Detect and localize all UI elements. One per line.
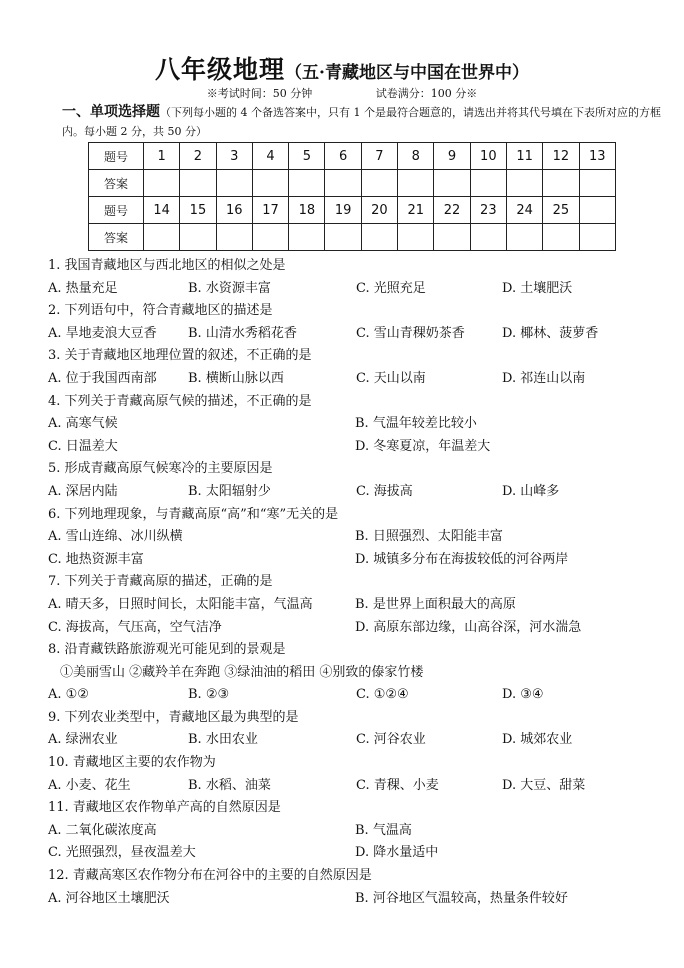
- answer-cell[interactable]: [470, 224, 506, 251]
- answer-cell[interactable]: [252, 224, 288, 251]
- question-stem: 10. 青藏地区主要的农作物为: [48, 755, 216, 771]
- option-line: [48, 888, 668, 911]
- question-number-cell: 18: [289, 197, 325, 224]
- option-line: [48, 526, 668, 549]
- question-stem: 4. 下列关于青藏高原气候的描述，不正确的是: [48, 393, 312, 409]
- answer-cell[interactable]: [325, 224, 361, 251]
- question-number-cell: 23: [470, 197, 506, 224]
- question-stem: 8. 沿青藏铁路旅游观光可能见到的景观是: [48, 642, 286, 658]
- number-row-label: 题号: [89, 143, 144, 170]
- question-statements: ①美丽雪山 ②藏羚羊在奔跑 ③绿油油的稻田 ④别致的傣家竹楼: [60, 664, 424, 680]
- answer-option[interactable]: B. 气温高: [355, 822, 412, 838]
- answer-row: [89, 224, 616, 251]
- answer-option[interactable]: B. 山清水秀稻花香: [188, 325, 297, 341]
- option-line: [48, 278, 668, 301]
- answer-cell[interactable]: [289, 170, 325, 197]
- answer-option[interactable]: C. ①②④: [356, 687, 409, 703]
- answer-cell[interactable]: [361, 224, 397, 251]
- answer-option[interactable]: C. 雪山青稞奶茶香: [356, 325, 465, 341]
- answer-table: [88, 142, 616, 251]
- answer-option[interactable]: B. 太阳辐射少: [188, 483, 271, 499]
- exam-time: ※考试时间：50 分钟: [206, 87, 313, 100]
- question-number-cell: 2: [180, 143, 216, 170]
- answer-row-label: 答案: [89, 170, 144, 197]
- question-list: [48, 255, 668, 910]
- question-number-cell: 22: [434, 197, 470, 224]
- answer-option[interactable]: C. 地热资源丰富: [48, 551, 144, 567]
- answer-option[interactable]: D. 大豆、甜菜: [502, 777, 586, 793]
- answer-cell[interactable]: [398, 170, 434, 197]
- question-number-cell: 20: [361, 197, 397, 224]
- answer-cell[interactable]: [398, 224, 434, 251]
- answer-cell[interactable]: [180, 170, 216, 197]
- answer-option[interactable]: C. 青稞、小麦: [356, 777, 439, 793]
- answer-option[interactable]: A. 小麦、花生: [48, 777, 131, 793]
- answer-row-label: 答案: [89, 224, 144, 251]
- answer-option[interactable]: A. 旱地麦浪大豆香: [48, 325, 157, 341]
- question-number-cell: 14: [144, 197, 180, 224]
- answer-option[interactable]: D. 冬寒夏凉，年温差大: [355, 438, 491, 454]
- question-number-cell: 1: [144, 143, 180, 170]
- answer-cell[interactable]: [506, 170, 542, 197]
- option-line: [48, 729, 668, 752]
- question-number-cell: 13: [579, 143, 615, 170]
- question-number-cell: 8: [398, 143, 434, 170]
- question-stem: 6. 下列地理现象，与青藏高原“高”和“寒”无关的是: [48, 506, 339, 522]
- answer-option[interactable]: B. 水稻、油菜: [188, 777, 271, 793]
- question-number-cell: 21: [398, 197, 434, 224]
- option-line: [48, 436, 668, 459]
- answer-option[interactable]: A. 河谷地区土壤肥沃: [48, 890, 170, 906]
- answer-option[interactable]: B. 河谷地区气温较高，热量条件较好: [355, 890, 568, 906]
- option-line: [48, 549, 668, 572]
- answer-option[interactable]: D. 椰林、菠萝香: [502, 325, 599, 341]
- answer-cell[interactable]: [144, 224, 180, 251]
- question-stem: 1. 我国青藏地区与西北地区的相似之处是: [48, 258, 286, 273]
- question-number-cell: 3: [216, 143, 252, 170]
- answer-cell[interactable]: [180, 224, 216, 251]
- option-line: [48, 684, 668, 707]
- option-line: [48, 594, 668, 617]
- answer-option[interactable]: A. 热量充足: [48, 280, 118, 296]
- question-number-cell: 11: [506, 143, 542, 170]
- option-line: [48, 775, 668, 798]
- answer-option[interactable]: D. 高原东部边缘，山高谷深，河水湍急: [355, 619, 582, 635]
- answer-option[interactable]: D. 城郊农业: [502, 732, 573, 748]
- answer-option[interactable]: C. 河谷农业: [356, 732, 426, 748]
- question-number-cell: 24: [506, 197, 542, 224]
- question-number-cell: 16: [216, 197, 252, 224]
- answer-option[interactable]: B. 水资源丰富: [188, 280, 271, 296]
- answer-option[interactable]: C. 光照强烈，昼夜温差大: [48, 845, 196, 861]
- exam-meta: [0, 85, 684, 101]
- section-instruction: （下列每小题的 4 个备选答案中，只有 1 个是最符合题意的，请选出并将其代号填在下表所对应的方框内。每小题 2 分，共 50 分）: [62, 106, 661, 138]
- question-number-cell: 17: [252, 197, 288, 224]
- answer-option[interactable]: C. 光照充足: [356, 280, 426, 296]
- question-stem: 2. 下列语句中，符合青藏地区的描述是: [48, 303, 273, 319]
- question-stem: 3. 关于青藏地区地理位置的叙述，不正确的是: [48, 348, 312, 364]
- answer-cell[interactable]: [216, 224, 252, 251]
- question-number-cell: 7: [361, 143, 397, 170]
- answer-option[interactable]: D. 山峰多: [502, 483, 560, 499]
- answer-option[interactable]: A. 二氧化碳浓度高: [48, 822, 157, 838]
- answer-cell[interactable]: [325, 170, 361, 197]
- answer-row: [89, 170, 616, 197]
- number-row-label: 题号: [89, 197, 144, 224]
- title-main: 八年级地理: [155, 55, 286, 84]
- question-stem: 11. 青藏地区农作物单产高的自然原因是: [48, 800, 281, 816]
- answer-option[interactable]: D. 祁连山以南: [502, 370, 586, 386]
- answer-cell[interactable]: [470, 170, 506, 197]
- question-number-cell: 4: [252, 143, 288, 170]
- answer-option[interactable]: C. 海拔高，气压高，空气洁净: [48, 619, 222, 635]
- answer-cell[interactable]: [252, 170, 288, 197]
- option-line: [48, 323, 668, 346]
- answer-cell[interactable]: [579, 224, 615, 251]
- answer-option[interactable]: D. 土壤肥沃: [502, 280, 573, 296]
- question-stem: 12. 青藏高寒区农作物分布在河谷中的主要的自然原因是: [48, 868, 372, 884]
- answer-option[interactable]: D. 降水量适中: [355, 845, 439, 861]
- answer-cell[interactable]: [434, 170, 470, 197]
- section-heading: [62, 103, 662, 141]
- option-line: [48, 842, 668, 865]
- question-stem: 9. 下列农业类型中，青藏地区最为典型的是: [48, 709, 299, 725]
- answer-option[interactable]: C. 日温差大: [48, 438, 118, 454]
- answer-cell[interactable]: [361, 170, 397, 197]
- question-number-cell: 12: [543, 143, 579, 170]
- answer-cell[interactable]: [216, 170, 252, 197]
- answer-option[interactable]: D. ③④: [502, 687, 544, 703]
- option-line: [48, 368, 668, 391]
- answer-cell[interactable]: [289, 224, 325, 251]
- answer-option[interactable]: B. 横断山脉以西: [188, 370, 284, 386]
- question-number-cell: 9: [434, 143, 470, 170]
- question-number-cell: 5: [289, 143, 325, 170]
- answer-option[interactable]: C. 天山以南: [356, 370, 426, 386]
- question-number-cell: 25: [543, 197, 579, 224]
- answer-option[interactable]: A. 高寒气候: [48, 416, 118, 432]
- option-line: [48, 820, 668, 843]
- section-title: 一、单项选择题: [62, 104, 160, 120]
- answer-cell[interactable]: [543, 224, 579, 251]
- answer-option[interactable]: B. 水田农业: [188, 732, 258, 748]
- answer-cell[interactable]: [579, 170, 615, 197]
- answer-cell[interactable]: [543, 170, 579, 197]
- question-number-cell: 10: [470, 143, 506, 170]
- answer-option[interactable]: B. 日照强烈、太阳能丰富: [355, 529, 503, 545]
- answer-option[interactable]: D. 城镇多分布在海拔较低的河谷两岸: [355, 551, 569, 567]
- question-number-cell: 15: [180, 197, 216, 224]
- option-line: [48, 617, 668, 640]
- full-score: 试卷满分：100 分※: [375, 87, 478, 100]
- answer-cell[interactable]: [144, 170, 180, 197]
- answer-option[interactable]: A. 位于我国西南部: [48, 370, 157, 386]
- answer-option[interactable]: A. ①②: [48, 687, 89, 703]
- question-stem: 5. 形成青藏高原气候寒冷的主要原因是: [48, 461, 273, 477]
- number-row: [89, 143, 616, 170]
- question-number-cell: 6: [325, 143, 361, 170]
- answer-option[interactable]: B. 是世界上面积最大的高原: [355, 596, 516, 612]
- title-sub: （五·青藏地区与中国在世界中）: [285, 63, 529, 83]
- answer-option[interactable]: B. ②③: [188, 687, 230, 703]
- option-line: [48, 413, 668, 436]
- answer-cell[interactable]: [506, 224, 542, 251]
- answer-cell[interactable]: [434, 224, 470, 251]
- answer-option[interactable]: A. 晴天多，日照时间长，太阳能丰富，气温高: [48, 596, 313, 612]
- question-stem: 7. 下列关于青藏高原的描述，正确的是: [48, 574, 273, 590]
- answer-option[interactable]: B. 气温年较差比较小: [355, 416, 477, 432]
- page-title: [0, 50, 684, 86]
- question-number-cell: 19: [325, 197, 361, 224]
- answer-option[interactable]: C. 海拔高: [356, 483, 413, 499]
- number-row: [89, 197, 616, 224]
- question-number-cell: [579, 197, 615, 224]
- option-line: [48, 481, 668, 504]
- answer-option[interactable]: A. 深居内陆: [48, 483, 118, 499]
- answer-option[interactable]: A. 雪山连绵、冰川纵横: [48, 529, 183, 545]
- answer-option[interactable]: A. 绿洲农业: [48, 732, 118, 748]
